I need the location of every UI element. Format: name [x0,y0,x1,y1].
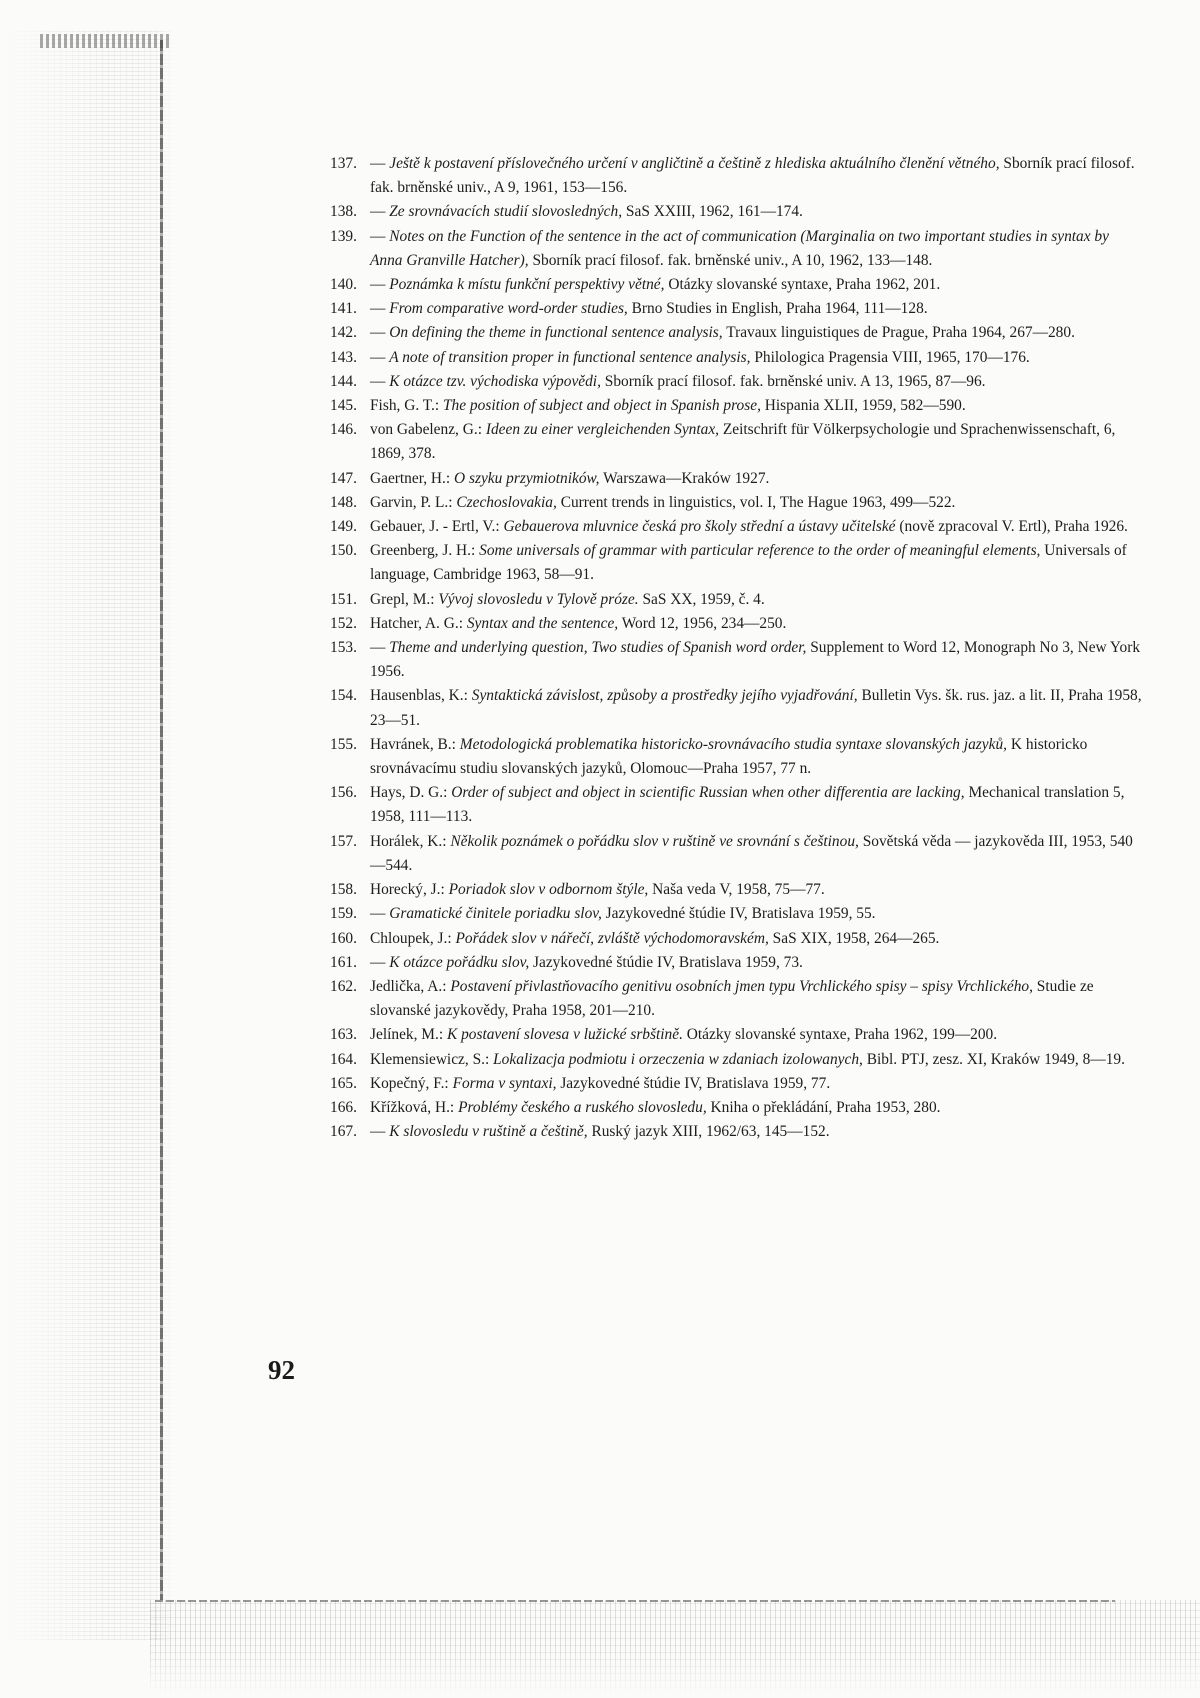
reference-author: — [370,953,386,971]
scan-edge-top [40,34,170,48]
reference-number: 137. [330,155,357,172]
reference-entry [330,902,1142,926]
reference-number: 138. [330,203,357,221]
reference-author: — [370,227,386,245]
scan-edge-left [0,30,175,1640]
reference-author: Hays, D. G.: [370,784,448,802]
reference-author: — [370,324,386,342]
reference-title: Vývoj slovosledu v Tylově próze. [438,590,639,608]
reference-title: From comparative word-order studies, [389,300,628,318]
reference-details: Sborník prací filosof. fak. brněnské univ. A 13, 1965, 87—96. [604,372,986,390]
reference-title: Ještě k postavení příslovečného určení v angličtině a češtině z hlediska aktuálního členění větného, [389,155,1000,172]
reference-title: Metodologická problematika historicko-srovnávacího studia syntaxe slovanských jazyků, [459,735,1007,753]
reference-title: K postavení slovesa v lužické srbštině. [446,1026,683,1044]
reference-number: 155. [330,735,357,753]
reference-number: 158. [330,881,357,899]
reference-details: Current trends in linguistics, vol. I, The Hague 1963, 499—522. [560,493,956,511]
reference-title: On defining the theme in functional sentence analysis, [389,324,723,342]
scan-edge-bottom [150,1600,1200,1695]
reference-title: Syntax and the sentence, [466,614,619,632]
reference-title: Order of subject and object in scientific Russian when other differentia are lacking, [451,784,965,802]
reference-author: Klemensiewicz, S.: [370,1050,490,1068]
reference-author: — [370,300,386,318]
reference-details: K historicko srovnávacímu studiu slovanských jazyků, Olomouc—Praha 1957, 77 n. [370,735,1088,778]
reference-number: 162. [330,977,357,995]
reference-details: Travaux linguistiques de Prague, Praha 1964, 267—280. [726,324,1075,342]
reference-author: Greenberg, J. H.: [370,542,476,560]
reference-details: SaS XXIII, 1962, 161—174. [625,203,803,221]
reference-number: 152. [330,614,357,632]
reference-entry [330,467,1142,491]
reference-number: 150. [330,542,357,560]
reference-entry [330,1120,1142,1144]
reference-details: SaS XX, 1959, č. 4. [642,590,765,608]
reference-details: Jazykovedné štúdie IV, Bratislava 1959, 73. [533,953,803,971]
reference-entry [330,975,1142,1023]
reference-title: K slovosledu v ruštině a češtině, [389,1123,588,1141]
reference-number: 144. [330,372,357,390]
reference-number: 153. [330,639,357,657]
reference-entry [330,200,1142,224]
reference-number: 154. [330,687,357,705]
reference-details: Hispania XLII, 1959, 582—590. [764,397,966,415]
reference-title: O szyku przymiotników, [454,469,600,487]
reference-number: 145. [330,397,357,415]
reference-number: 140. [330,276,357,294]
reference-author: — [370,372,386,390]
reference-number: 160. [330,929,357,947]
reference-details: Otázky slovanské syntaxe, Praha 1962, 201. [668,276,941,294]
reference-title: K otázce tzv. východiska výpovědi, [389,372,601,390]
reference-number: 159. [330,905,357,923]
reference-author: Kopečný, F.: [370,1074,449,1092]
reference-author: Horecký, J.: [370,881,445,899]
reference-entry [330,297,1142,321]
reference-entry [330,346,1142,370]
reference-author: Jedlička, A.: [370,977,447,995]
reference-number: 142. [330,324,357,342]
reference-title: Notes on the Function of the sentence in the act of communication (Marginalia on two important studies in syntax by Anna Granville Hatcher), [370,227,1109,269]
reference-entry [330,1048,1142,1072]
reference-author: Hatcher, A. G.: [370,614,463,632]
reference-entry [330,636,1142,684]
reference-title: Lokalizacja podmiotu i orzeczenia w zdaniach izolowanych, [493,1050,863,1068]
reference-title: A note of transition proper in functional sentence analysis, [389,348,751,366]
reference-details: Zeitschrift für Völkerpsychologie und Sprachenwissenschaft, 6, 1869, 378. [370,421,1116,463]
reference-details: Ruský jazyk XIII, 1962/63, 145—152. [591,1123,830,1141]
reference-author: — [370,155,386,172]
reference-number: 157. [330,832,357,850]
reference-entry [330,515,1142,539]
reference-author: Chloupek, J.: [370,929,452,947]
reference-author: Hausenblas, K.: [370,687,468,705]
reference-details: Sovětská věda — jazykověda III, 1953, 540—544. [370,832,1133,874]
reference-title: Poriadok slov v odbornom štýle, [448,881,649,899]
reference-title: K otázce pořádku slov, [389,953,530,971]
scan-edge-bottom-rule [155,1600,1115,1602]
reference-title: Theme and underlying question, Two studies of Spanish word order, [389,639,807,657]
reference-number: 148. [330,493,357,511]
reference-author: Jelínek, M.: [370,1026,444,1044]
reference-title: Some universals of grammar with particular reference to the order of meaningful elements, [479,542,1041,560]
reference-entry [330,830,1142,878]
reference-title: The position of subject and object in Spanish prose, [443,397,761,415]
reference-entry [330,418,1142,466]
reference-number: 166. [330,1098,357,1116]
reference-title: Syntaktická závislost, způsoby a prostředky jejího vyjadřování, [471,687,858,705]
reference-number: 143. [330,348,357,366]
reference-entry [330,1096,1142,1120]
reference-entry [330,588,1142,612]
reference-author: — [370,905,386,923]
reference-details: Supplement to Word 12, Monograph No 3, New York 1956. [370,639,1141,681]
reference-author: Gaertner, H.: [370,469,451,487]
reference-title: Czechoslovakia, [456,493,557,511]
reference-number: 165. [330,1074,357,1092]
reference-title: Gebauerova mluvnice česká pro školy střední a ústavy učitelské [503,518,896,536]
reference-list [330,152,1142,1144]
reference-entry [330,927,1142,951]
reference-author: Gebauer, J. - Ertl, V.: [370,518,500,536]
reference-title: Forma v syntaxi, [452,1074,557,1092]
reference-details: Mechanical translation 5, 1958, 111—113. [370,784,1125,826]
reference-title: Pořádek slov v nářečí, zvláště východomoravském, [455,929,769,947]
reference-entry [330,733,1142,781]
reference-entry [330,394,1142,418]
reference-author: Havránek, B.: [370,735,456,753]
reference-details: Bibl. PTJ, zesz. XI, Kraków 1949, 8—19. [866,1050,1125,1068]
reference-entry [330,370,1142,394]
reference-number: 141. [330,300,357,318]
reference-title: Poznámka k místu funkční perspektivy větné, [389,276,665,294]
reference-number: 147. [330,469,357,487]
reference-entry [330,781,1142,829]
reference-entry [330,273,1142,297]
reference-author: von Gabelenz, G.: [370,421,482,439]
reference-author: — [370,639,386,657]
reference-details: Naša veda V, 1958, 75—77. [652,881,825,899]
reference-author: Garvin, P. L.: [370,493,453,511]
reference-entry [330,491,1142,515]
reference-author: Horálek, K.: [370,832,447,850]
reference-title: Ze srovnávacích studií slovosledných, [389,203,623,221]
reference-title: Ideen zu einer vergleichenden Syntax, [485,421,720,439]
reference-details: Otázky slovanské syntaxe, Praha 1962, 199—200. [686,1026,998,1044]
reference-number: 163. [330,1026,357,1044]
reference-details: Sborník prací filosof. fak. brněnské univ., A 10, 1962, 133—148. [532,251,933,269]
reference-number: 139. [330,227,357,245]
reference-title: Gramatické činitele poriadku slov, [389,905,602,923]
reference-author: Grepl, M.: [370,590,435,608]
reference-number: 151. [330,590,357,608]
reference-details: Warszawa—Kraków 1927. [603,469,770,487]
reference-entry [330,684,1142,732]
reference-number: 164. [330,1050,357,1068]
reference-entry [330,1072,1142,1096]
reference-author: — [370,276,386,294]
reference-number: 149. [330,518,357,536]
reference-entry [330,612,1142,636]
reference-number: 156. [330,784,357,802]
reference-details: Word 12, 1956, 234—250. [621,614,787,632]
reference-title: Několik poznámek o pořádku slov v ruštině ve srovnání s češtinou, [450,832,859,850]
reference-number: 161. [330,953,357,971]
reference-entry [330,539,1142,587]
reference-entry [330,225,1142,273]
reference-details: SaS XIX, 1958, 264—265. [772,929,940,947]
reference-details: Brno Studies in English, Praha 1964, 111—128. [631,300,928,318]
reference-number: 167. [330,1123,357,1141]
reference-author: — [370,203,386,221]
reference-entry [330,878,1142,902]
reference-details: Jazykovedné štúdie IV, Bratislava 1959, 55. [605,905,876,923]
reference-entry [330,1023,1142,1047]
page-number: 92 [268,1355,295,1385]
reference-details: Kniha o překládání, Praha 1953, 280. [710,1098,941,1116]
reference-details: Sborník prací filosof. fak. brněnské univ., A 9, 1961, 153—156. [370,155,1135,197]
reference-author: Křížková, H.: [370,1098,455,1116]
reference-title: Postavení přivlastňovacího genitivu osobních jmen typu Vrchlického spisy – spisy Vrchlického, [450,977,1033,995]
reference-entry [330,321,1142,345]
reference-entry [330,152,1142,200]
reference-title: Problémy českého a ruského slovosledu, [458,1098,707,1116]
reference-number: 146. [330,421,357,439]
reference-author: Fish, G. T.: [370,397,440,415]
reference-details: Philologica Pragensia VIII, 1965, 170—176. [754,348,1030,366]
reference-details: Studie ze slovanské jazykovědy, Praha 1958, 201—210. [370,977,1094,1020]
reference-author: — [370,348,386,366]
scan-edge-rule [160,40,163,1600]
reference-details: (nově zpracoval V. Ertl), Praha 1926. [899,518,1128,536]
reference-author: — [370,1123,386,1141]
reference-details: Universals of language, Cambridge 1963, 58—91. [370,542,1127,584]
reference-details: Jazykovedné štúdie IV, Bratislava 1959, 77. [560,1074,831,1092]
reference-entry [330,951,1142,975]
reference-details: Bulletin Vys. šk. rus. jaz. a lit. II, Praha 1958, 23—51. [370,687,1142,729]
